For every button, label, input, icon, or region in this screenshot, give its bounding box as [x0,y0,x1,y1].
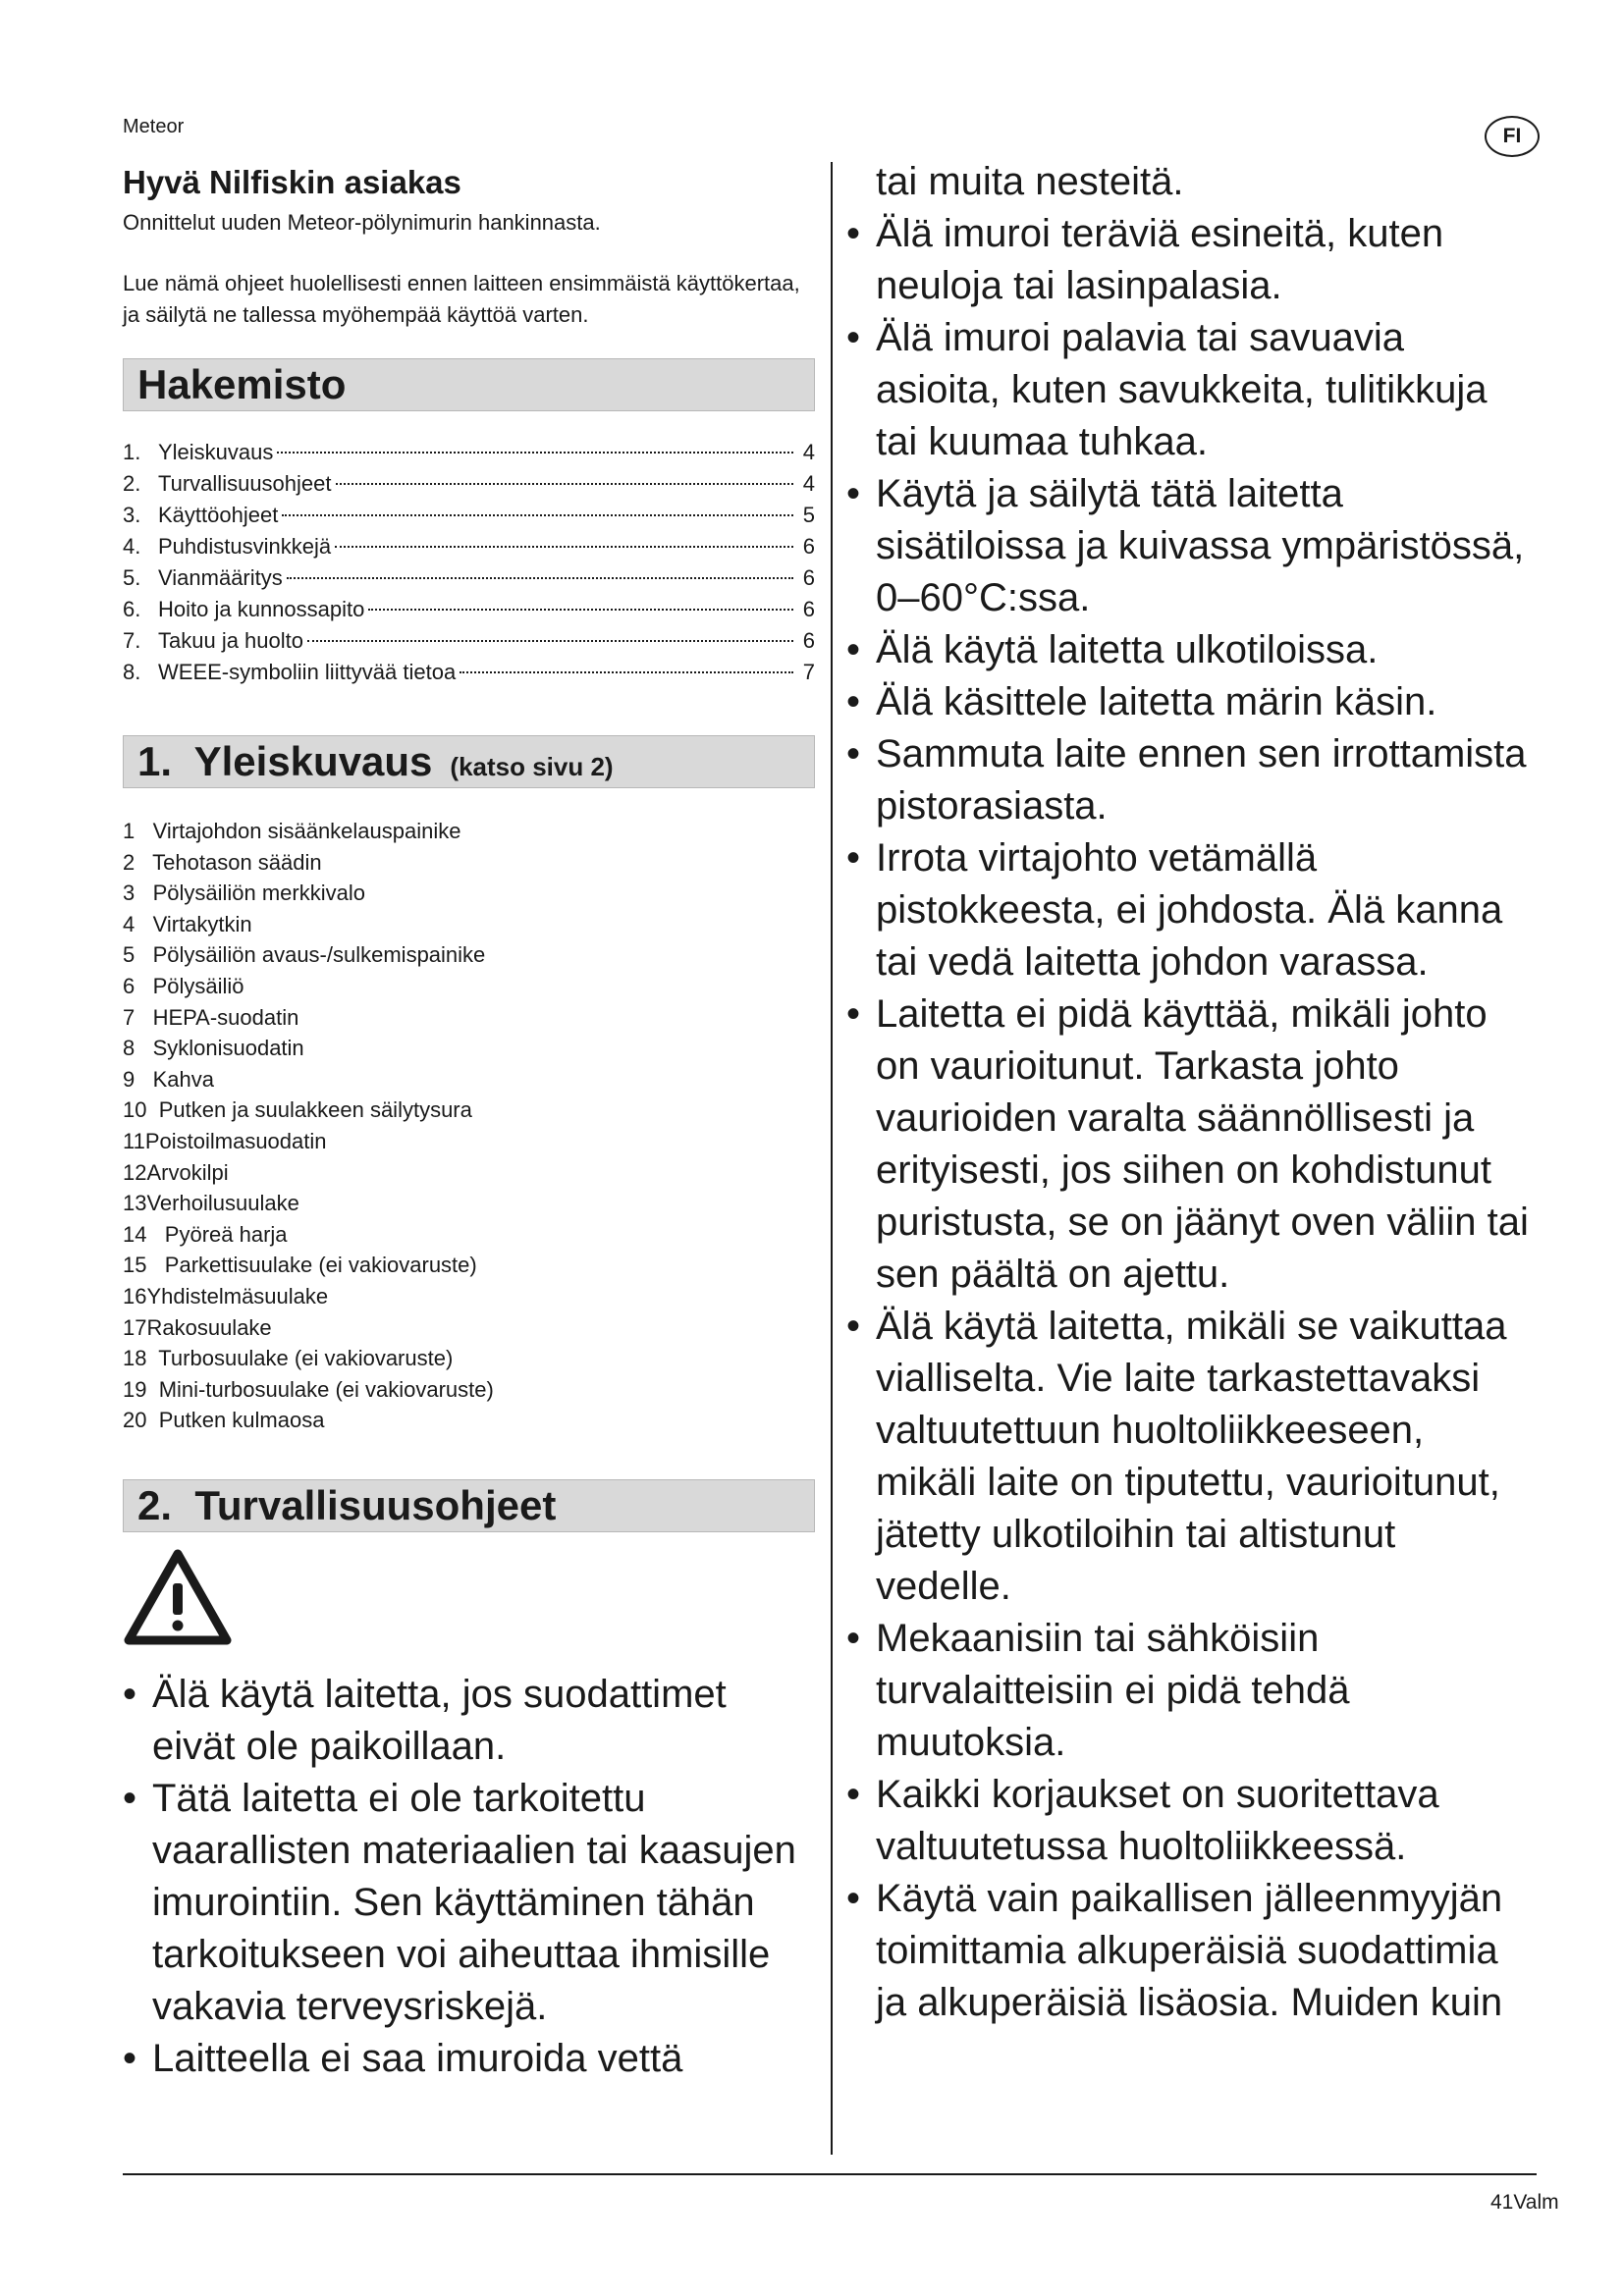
toc-leader [282,514,793,516]
toc-title: Turvallisuusohjeet [158,471,332,496]
overview-subheading: (katso sivu 2) [450,751,614,781]
safety-bullet: • Mekaanisiin tai sähköisiin turvalaitteisiin ei pidä tehdä muutoksia. [846,1613,1534,1769]
overview-heading-bar [123,735,815,788]
language-badge: FI [1485,116,1540,157]
toc-leader [277,452,793,454]
table-of-contents [123,437,815,688]
toc-page: 6 [802,565,815,590]
part-item: 1 Virtajohdon sisäänkelauspainike [123,819,461,843]
toc-leader [368,609,793,611]
toc-title: Takuu ja huolto [158,628,303,653]
toc-item[interactable] [123,437,815,468]
parts-list [123,816,815,1436]
right-column [846,162,1534,2029]
toc-num: 3. [123,503,141,527]
safety-bullet: • Laitteella ei saa imuroida vettä [123,2033,815,2085]
safety-bullet: • Älä imuroi palavia tai savuavia asioita, kuten savukkeita, tulitikkuja tai kuumaa tuhkaa. [846,312,1534,468]
toc-num: 6. [123,597,141,621]
safety-bullet: • Käytä ja säilytä tätä laitetta sisätiloissa ja kuivassa ympäristössä, 0–60°C:ssa. [846,468,1534,624]
toc-num: 7. [123,628,141,653]
safety-bullet-continuation: tai muita nesteitä. [876,160,1184,203]
part-item: 16Yhdistelmäsuulake [123,1283,329,1308]
part-item: 8 Syklonisuodatin [123,1036,304,1061]
safety-bullets-left [123,1669,815,2085]
part-item: 20 Putken kulmaosa [123,1408,325,1433]
toc-item[interactable] [123,594,815,625]
part-item: 13Verhoilusuulake [123,1191,299,1216]
safety-bullet: • Sammuta laite ennen sen irrottamista pistorasiasta. [846,728,1534,832]
footer-rule [123,2173,1537,2175]
toc-leader [287,577,793,579]
part-item: 19 Mini-turbosuulake (ei vakiovaruste) [123,1376,494,1402]
toc-title: WEEE-symboliin liittyvää tietoa [158,660,457,684]
toc-item[interactable] [123,562,815,594]
safety-heading-bar [123,1479,815,1532]
toc-heading-bar [123,358,815,411]
toc-page: 6 [802,597,815,621]
part-item: 7 HEPA-suodatin [123,1004,299,1030]
part-item: 15 Parkettisuulake (ei vakiovaruste) [123,1253,477,1278]
toc-leader [335,546,793,548]
toc-item[interactable] [123,625,815,657]
part-item: 18 Turbosuulake (ei vakiovaruste) [123,1346,454,1371]
overview-heading: 1. Yleiskuvaus [137,738,433,784]
toc-page: 6 [802,628,815,653]
safety-bullet: • Irrota virtajohto vetämällä pistokkeesta, ei johdosta. Älä kanna tai vedä laitetta johdon varassa. [846,832,1534,988]
safety-bullet: • Laitetta ei pidä käyttää, mikäli johto on vaurioitunut. Tarkasta johto vaurioiden varalta säännöllisesti ja erityisesti, jos siihen on kohdistunut puristusta, se on jäänyt oven väliin tai sen päältä on ajettu. [846,988,1534,1301]
safety-bullet: • Älä käytä laitetta, jos suodattimet eivät ole paikoillaan. [123,1669,815,1773]
part-item: 11Poistoilmasuodatin [123,1128,327,1153]
footer-page-label: 41Valm [1490,2191,1559,2214]
part-item: 10 Putken ja suulakkeen säilytysura [123,1097,472,1123]
part-item: 12Arvokilpi [123,1159,229,1185]
safety-bullets-right [846,208,1534,2029]
intro-line-2: Lue nämä ohjeet huolellisesti ennen laitteen ensimmäistä käyttökertaa, ja säilytä ne tallessa myöhempää käyttöä varten. [123,271,800,327]
column-divider [831,162,833,2155]
toc-item[interactable] [123,500,815,531]
toc-item[interactable] [123,657,815,688]
safety-bullet: • Kaikki korjaukset on suoritettava valtuutetussa huoltoliikkeessä. [846,1769,1534,1873]
toc-heading: Hakemisto [137,361,347,407]
part-item: 14 Pyöreä harja [123,1221,288,1247]
safety-bullet: • Käytä vain paikallisen jälleenmyyjän toimittamia alkuperäisiä suodattimia ja alkuperäisiä lisäosia. Muiden kuin [846,1873,1534,2029]
toc-page: 4 [802,471,815,496]
part-item: 9 Kahva [123,1066,214,1092]
part-item: 6 Pölysäiliö [123,973,244,998]
part-item: 17Rakosuulake [123,1314,272,1340]
part-item: 4 Virtakytkin [123,911,252,936]
toc-page: 4 [802,440,815,464]
safety-bullet: • Älä käsittele laitetta märin käsin. [846,676,1534,728]
toc-title: Käyttöohjeet [158,503,279,527]
toc-leader [307,640,793,642]
toc-num: 1. [123,440,141,464]
safety-bullet: • Älä käytä laitetta, mikäli se vaikuttaa vialliselta. Vie laite tarkastettavaksi valtuutettuun huoltoliikkeeseen, mikäli laite on tiputettu, vaurioitunut, jätetty ulkotiloihin tai altistunut vedelle. [846,1301,1534,1613]
part-item: 3 Pölysäiliön merkkivalo [123,881,365,906]
left-column [123,162,815,2085]
toc-page: 7 [802,660,815,684]
intro-line-1: Onnittelut uuden Meteor-pölynimurin hankinnasta. [123,210,601,235]
toc-title: Yleiskuvaus [158,440,274,464]
safety-heading: 2. Turvallisuusohjeet [137,1481,557,1528]
safety-bullet: • Älä imuroi teräviä esineitä, kuten neuloja tai lasinpalasia. [846,208,1534,312]
part-item: 5 Pölysäiliön avaus-/sulkemispainike [123,942,486,968]
toc-leader [336,483,794,485]
greeting-title: Hyvä Nilfiskin asiakas [123,164,461,200]
header-brand: Meteor [123,116,185,137]
toc-num: 2. [123,471,141,496]
toc-num: 4. [123,534,141,559]
toc-num: 8. [123,660,141,684]
toc-page: 5 [802,503,815,527]
toc-num: 5. [123,565,141,590]
toc-leader [460,671,793,673]
warning-triangle-icon [123,1548,233,1646]
toc-title: Puhdistusvinkkejä [158,534,332,559]
safety-bullet: • Tätä laitetta ei ole tarkoitettu vaarallisten materiaalien tai kaasujen imurointiin. Sen käyttäminen tähän tarkoitukseen voi aiheuttaa ihmisille vakavia terveysriskejä. [123,1773,815,2033]
toc-item[interactable] [123,468,815,500]
toc-title: Vianmääritys [158,565,283,590]
part-item: 2 Tehotason säädin [123,849,322,875]
safety-bullet: • Älä käytä laitetta ulkotiloissa. [846,624,1534,676]
toc-page: 6 [802,534,815,559]
toc-item[interactable] [123,531,815,562]
toc-title: Hoito ja kunnossapito [158,597,365,621]
